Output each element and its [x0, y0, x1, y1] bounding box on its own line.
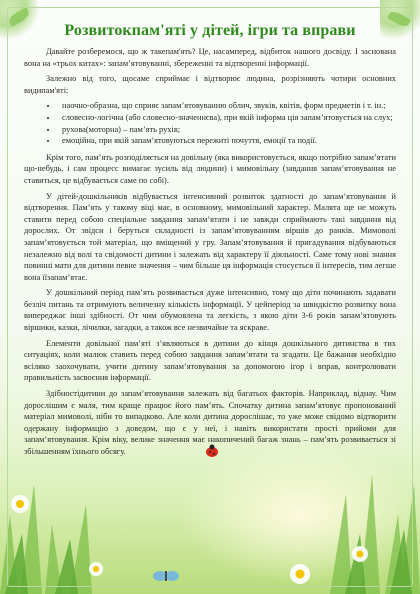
list-item: • наочно-образна, що сприяє запам’ятовуванню облич, звуків, квітів, форм предметів і т. ін.;: [58, 100, 396, 112]
memory-types-list: [24, 100, 396, 146]
paragraph-types-lead: Залежно від того, щосаме сприймає і відтворює людина, розрізняють чотири основних видипам'яті:: [24, 74, 396, 95]
paragraph-factors: Здібностідитини до запам’ятовування залежать від багатьох факторів. Наприклад, віднау. Чим дорослішим є маля, тим краще працює його пам’ять. Спочатку дитина запам’ятовує пропонований матеріал мимоволі, ніби то випадково. Але коли дитина дорослішає, то уже може свідомо відтворити одержану інформацію з доведом, що є у неї, і навіть використати прості прийоми для запам’ятовування. Крім віку, велике значення має накопичений багаж знань – пам’ять розвивається зі збільшенням їхнього обсягу.: [24, 389, 396, 456]
list-item: • словесно-логічна (або словесно-значеннєва), при якій інформа ція запам’ятовується на слух;: [58, 112, 396, 124]
paragraph-intro: Давайте розберемося, що ж такепам'ять? Це, насамперед, відбиток нашого досвіду. І заснована вона на «трьох китах»: запам’ятовуванні, збереженні та відтворенні інформації.: [24, 47, 396, 68]
paragraph-preschool: У дітей-дошкільників відбувається інтенсивний розвиток здатності до запам’ятовування й відтворення. Пам’ять у такому віці має, в основному, мимовільний характер. Малята ще не можуть ставити перед собою спеціальне завдання запам’ятати і не завжди сприймають такі завдання від дорослих. От звідси і беруться складності із запам’ятовуванням віршів до ранків. Мимоволі запам’ятовується той матеріал, що вміщений у гру. Запам’ятовування й пригадування відбуваються незалежно від волі та свідомості дитини і залежать від характеру її діяльності. Саме тому нові знання повинні мати для дитини певне значення – чим більше ця інформація стосується її інтересів, тим легше вона їїзапам’ятає.: [24, 191, 396, 282]
paragraph-questions: У дошкільний період пам’ять розвивається дуже інтенсивно, тому що діти починають задавати безліч питань та отримують величезну кількість інформації. У цейперiод за швидкістю розвитку вона випереджає інші здібності. От чим обумовлена та легкість, з якою діти 3-6 років запам’ятовують віршики, казки, лічилки, загадки, а також все незвичайне та яскраве.: [24, 288, 396, 333]
paragraph-elements: Елементи довільної пам’яті з’являються в дитини до кінця дошкільного дитинства в тих ситуаціях, коли малюк ставить перед собою завдання запам’ятати та згадати. Це бажання необхідно всіляко заохочувати, учити дитину запам’ятовування за допомогою ігор і вправ, контролювати правильність засвоєння інформації.: [24, 338, 396, 383]
page-title: Розвитокпам'яті у дітей, ігри та вправи: [64, 22, 356, 39]
list-item: • рухова(моторна) – пам’ять рухів;: [58, 124, 396, 136]
list-item: • емоційна, при якій запам’ятовуються пережиті почуття, емоції та події.: [58, 135, 396, 147]
paragraph-voluntary: Крім того, пам’ять розподіляється на довільну (яка використовується, якщо потрібно запам’ятати що-небудь, і сам процесс вимагає зусиль від людини) і мимовільну (завдання запам’ятовування не ставиться, це відбувається саме по собі).: [24, 152, 396, 185]
article: [24, 22, 396, 462]
